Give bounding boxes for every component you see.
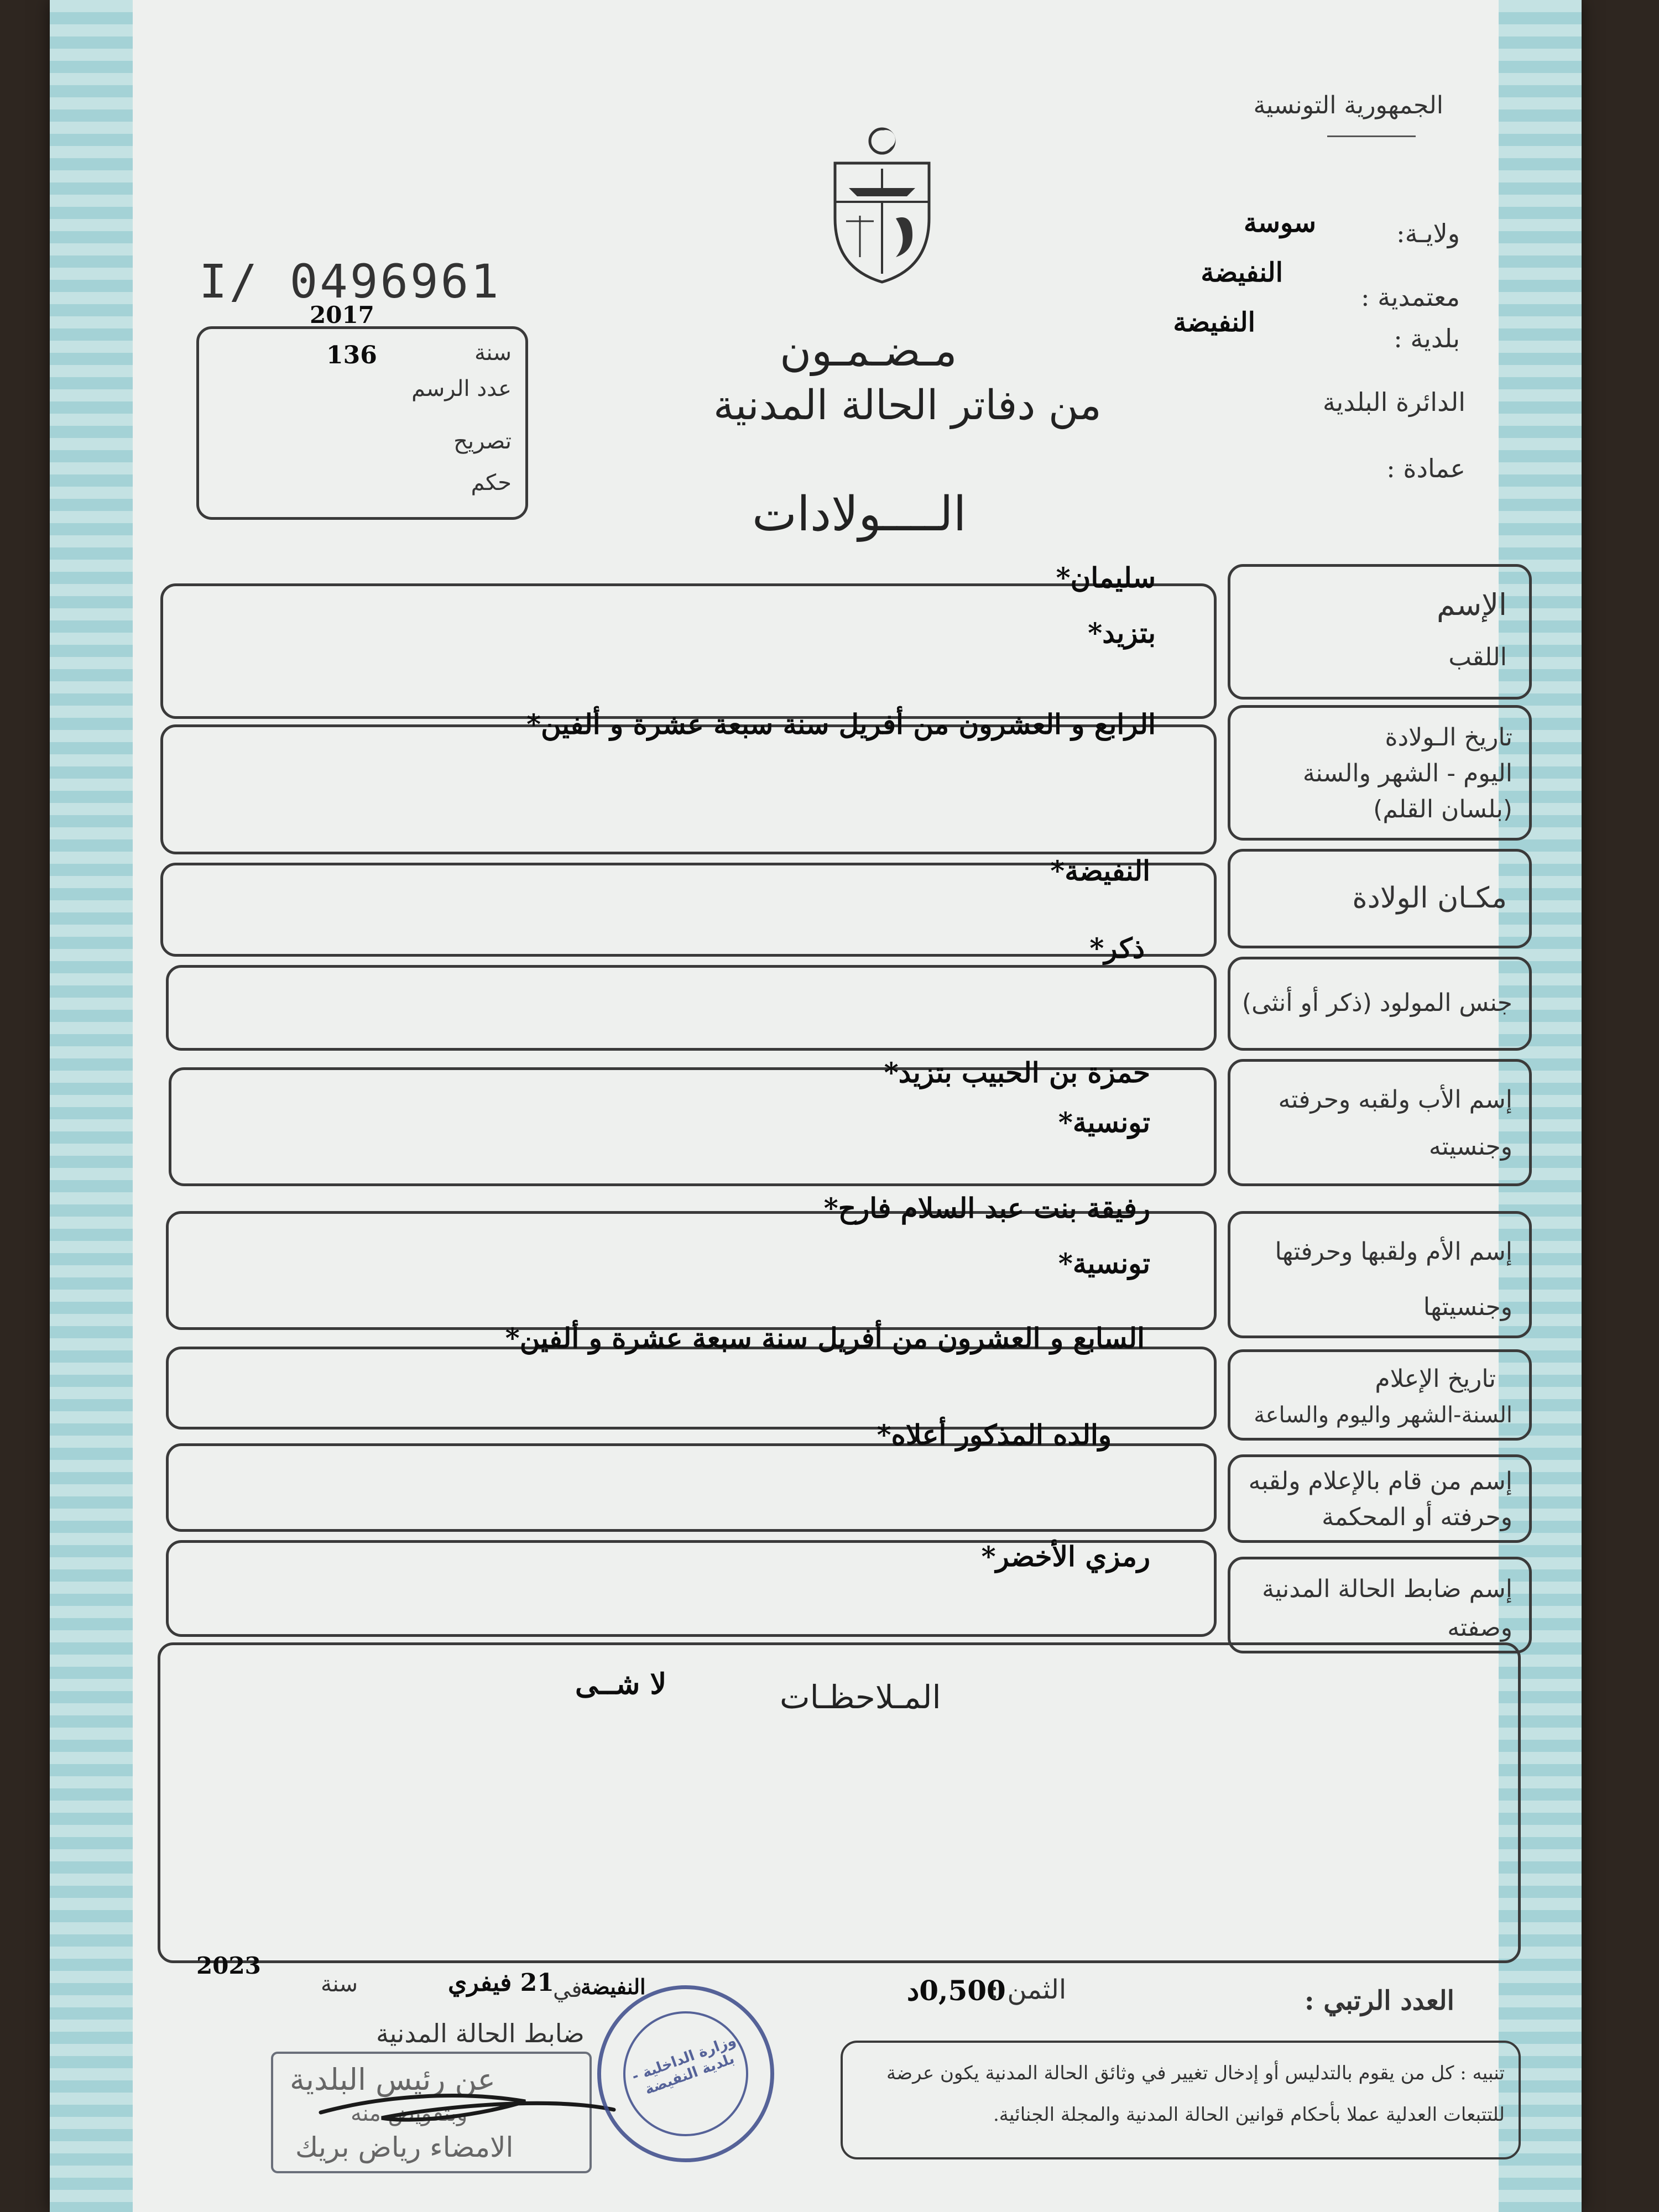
decl-date-value: السابع و العشرون من أفريل سنة سبعة عشرة و ألفين*	[505, 1322, 1145, 1354]
registration-number-label: عدد الرسم	[411, 376, 512, 401]
gender-value-box	[166, 965, 1217, 1051]
officer-label-line1: إسم ضابط الحالة المدنية	[1262, 1575, 1512, 1603]
notes-value: لا شــى	[575, 1667, 667, 1701]
heading-underline	[1327, 135, 1416, 137]
mother-label-line2: وجنسيتها	[1423, 1293, 1512, 1321]
father-nationality-value: تونسية*	[1058, 1106, 1150, 1139]
gender-label: جنس المولود (ذكر أو أنثى)	[1241, 989, 1512, 1017]
issue-in-label: في	[553, 1977, 582, 2002]
registration-number-value: 136	[326, 341, 377, 369]
warning-box	[841, 2041, 1521, 2159]
gender-value: ذكر*	[1089, 932, 1145, 964]
surname-label: اللقب	[1448, 643, 1507, 671]
price-label: الثمن :	[990, 1974, 1067, 2005]
father-label-line1: إسم الأب ولقبه وحرفته	[1278, 1086, 1512, 1114]
declarant-label-box	[1228, 1454, 1532, 1543]
gender-label-box	[1228, 957, 1532, 1051]
dob-label-line3: (بلسان القلم)	[1373, 795, 1512, 823]
declaration-label: تصريح	[453, 429, 512, 454]
dob-label-line2: اليوم - الشهر والسنة	[1302, 759, 1512, 787]
dob-value: الرابع و العشرون من أفريل سنة سبعة عشرة و ألفين*	[526, 708, 1156, 740]
seal-text: وزارة الداخلية - بلدية النفيضة	[629, 2032, 738, 2099]
officer-title: ضابط الحالة المدنية	[376, 2018, 585, 2048]
handwritten-signature-icon	[315, 2063, 625, 2140]
father-label-box	[1228, 1059, 1532, 1186]
price-value: 0,500د	[907, 1974, 1006, 2007]
mother-label-box	[1228, 1211, 1532, 1338]
name-value: سليمان*	[1056, 561, 1156, 594]
warning-line2: للتتبعات العدلية عملا بأحكام قوانين الحالة المدنية والمجلة الجنائية.	[993, 2104, 1505, 2126]
name-label: الإسم	[1437, 587, 1507, 622]
daira-label: الدائرة البلدية	[1322, 387, 1465, 417]
stamp-line3: الامضاء رياض بريك	[295, 2131, 514, 2163]
title-line1: مـضـمـون	[780, 326, 957, 376]
issue-place: النفيضة	[581, 1974, 646, 1999]
pob-value: النفيضة*	[1050, 854, 1150, 887]
decl-date-label-line2: السنة-الشهر واليوم والساعة	[1254, 1402, 1512, 1428]
officer-label-box	[1228, 1557, 1532, 1653]
coat-of-arms-icon	[824, 124, 940, 285]
officer-label-line2: وصفته	[1447, 1614, 1512, 1642]
baladia-label: بلدية :	[1394, 324, 1460, 353]
declarant-value: والده المذكور أعلاه*	[877, 1418, 1112, 1451]
issue-date: 21 فيفري	[448, 1969, 554, 1997]
motamadia-label: معتمدية :	[1360, 282, 1460, 312]
name-label-box	[1228, 564, 1532, 700]
father-label-line2: وجنسيته	[1428, 1133, 1512, 1161]
wilaya-label: ولايـة:	[1396, 218, 1460, 248]
warning-line1: تنبيه : كل من يقوم بالتدليس أو إدخال تغيير في وثائق الحالة المدنية يكون عرضة	[886, 2062, 1505, 2084]
left-ornament-border	[50, 0, 133, 2212]
name-value-box	[160, 583, 1217, 719]
footer-year-label: سنة	[321, 1971, 358, 1997]
registration-year-value: 2017	[310, 301, 374, 328]
notes-box	[158, 1642, 1521, 1963]
section-title: الــــولادات	[752, 487, 967, 542]
mother-name-value: رفيقة بنت عبد السلام فارح*	[823, 1192, 1150, 1224]
dob-label-box	[1228, 705, 1532, 841]
registration-year-label: سنة	[474, 340, 512, 366]
declarant-value-box	[166, 1443, 1217, 1532]
footer-year-value: 2023	[196, 1952, 261, 1979]
dob-label-line1: تاريخ الـولادة	[1385, 723, 1512, 752]
motamadia-value: النفيضة	[1201, 257, 1283, 288]
baladia-value: النفيضة	[1173, 307, 1255, 338]
declarant-label-line1: إسم من قام بالإعلام ولقبه	[1248, 1467, 1512, 1495]
stamp-line1: عن رئيس البلدية	[290, 2062, 495, 2097]
surname-value: بتزيد*	[1088, 617, 1156, 649]
title-line2: من دفاتر الحالة المدنية	[713, 382, 1102, 429]
wilaya-value: سوسة	[1244, 207, 1316, 238]
decl-date-value-box	[166, 1347, 1217, 1430]
father-name-value: حمزة بن الحبيب بتزيد*	[884, 1056, 1150, 1089]
omada-label: عمادة :	[1386, 453, 1465, 483]
document-sheet	[50, 0, 1582, 2212]
official-seal	[597, 1985, 774, 2162]
republic-heading: الجمهورية التونسية	[1253, 91, 1443, 119]
declarant-label-line2: وحرفته أو المحكمة	[1322, 1503, 1512, 1531]
notes-label: المـلاحظـات	[780, 1678, 941, 1716]
stamp-line2: وبتفويض منه	[351, 2101, 468, 2126]
officer-value: رمزي الأخضر*	[981, 1540, 1150, 1573]
serial-number-label: العدد الرتبي :	[1304, 1985, 1454, 2016]
serial-number: I/ 0496961	[199, 254, 501, 309]
registration-box	[196, 301, 528, 520]
pob-label: مكـان الولادة	[1352, 881, 1507, 915]
pob-label-box	[1228, 849, 1532, 948]
decl-date-label-line1: تاريخ الإعلام	[1375, 1365, 1496, 1393]
decl-date-label-box	[1228, 1349, 1532, 1441]
judgment-label: حكم	[471, 470, 512, 495]
dob-value-box	[160, 724, 1217, 854]
mother-label-line1: إسم الأم ولقبها وحرفتها	[1275, 1238, 1512, 1266]
mother-nationality-value: تونسية*	[1058, 1247, 1150, 1280]
